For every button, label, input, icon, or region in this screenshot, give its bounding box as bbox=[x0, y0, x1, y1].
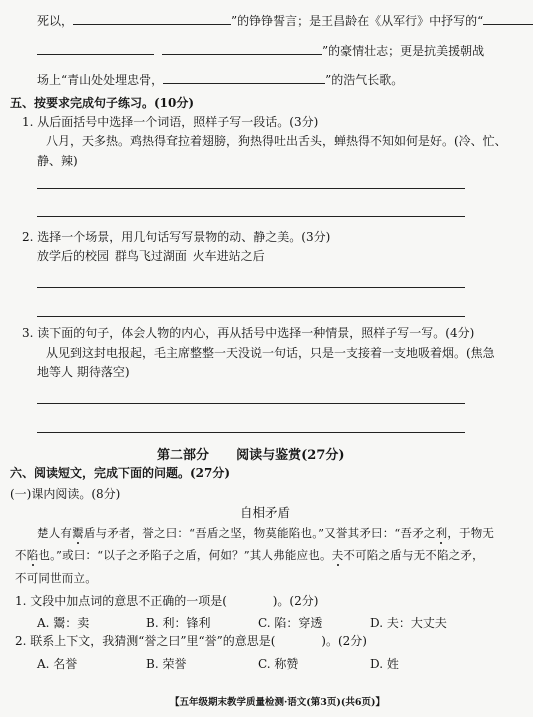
q6-2: 2. 联系上下文，我猜测“誉之曰”里“誉”的意思是( )。(2分) bbox=[15, 634, 367, 648]
dotted-word: 利 bbox=[435, 526, 448, 540]
q6-2-option-b[interactable]: B. 荣誉 bbox=[146, 657, 187, 671]
answer-line[interactable] bbox=[37, 316, 465, 317]
q6-1-option-b[interactable]: B. 利：锋利 bbox=[146, 616, 211, 630]
q6-1-option-c[interactable]: C. 陷：穿透 bbox=[258, 616, 323, 630]
answer-line[interactable] bbox=[37, 432, 465, 433]
q6-1-option-a[interactable]: A. 鬻：卖 bbox=[37, 616, 90, 630]
text: 盾与矛者，誉之曰：“吾盾之坚，物莫能陷也。”又誉其矛曰：“吾矛之 bbox=[83, 526, 436, 540]
answer-line[interactable] bbox=[37, 216, 465, 217]
text: 楚人有 bbox=[37, 526, 73, 540]
text: 不可陷之盾与无不陷之矛， bbox=[343, 548, 484, 562]
text: 不 bbox=[15, 548, 27, 562]
top-line-1 bbox=[37, 14, 533, 27]
page-footer: 【五年级期末教学质量检测·语文(第3页)(共6页)】 bbox=[170, 697, 386, 708]
story-line-1 bbox=[37, 528, 494, 540]
text: 也。”或曰：“以子之矛陷子之盾，何如？”其人弗能应也。 bbox=[38, 548, 332, 562]
q5-1-example-1: 八月，天多热。鸡热得耷拉着翅膀，狗热得吐出舌头，蝉热得不知如何是好。(冷、忙、 bbox=[46, 134, 507, 148]
q5-3: 3. 读下面的句子，体会人物的内心，再从括号中选择一种情景，照样子写一写。(4分) bbox=[22, 326, 475, 340]
q5-3-example-2: 地等人 期待落空) bbox=[37, 365, 130, 379]
q5-1-example-2: 静、辣) bbox=[37, 154, 78, 168]
part-2-title: 第二部分 阅读与鉴赏(27分) bbox=[157, 448, 345, 463]
dotted-word: 鬻 bbox=[72, 526, 84, 540]
q5-2: 2. 选择一个场景，用几句话写写景物的动、静之美。(3分) bbox=[22, 230, 331, 244]
dotted-word: 夫 bbox=[331, 548, 344, 562]
answer-blank[interactable] bbox=[162, 44, 322, 55]
text: ，于物无 bbox=[447, 526, 495, 540]
answer-blank[interactable] bbox=[37, 44, 154, 55]
text: ”的浩气长歌。 bbox=[325, 73, 404, 87]
top-line-2 bbox=[37, 44, 484, 57]
section-5-title: 五、按要求完成句子练习。(10分) bbox=[10, 96, 195, 110]
answer-blank[interactable] bbox=[483, 14, 533, 25]
top-line-3 bbox=[37, 73, 403, 86]
answer-line[interactable] bbox=[37, 188, 465, 189]
section-6-sub-1: (一)课内阅读。(8分) bbox=[10, 487, 121, 501]
q6-2-option-d[interactable]: D. 姓 bbox=[370, 657, 399, 671]
story-line-2 bbox=[15, 550, 484, 562]
answer-line[interactable] bbox=[37, 403, 465, 404]
q6-1: 1. 文段中加点词的意思不正确的一项是( )。(2分) bbox=[15, 594, 319, 608]
q5-1: 1. 从后面括号中选择一个词语，照样子写一段话。(3分) bbox=[22, 115, 319, 129]
answer-line[interactable] bbox=[37, 287, 465, 288]
q5-2-scenes: 放学后的校园 群鸟飞过湖面 火车进站之后 bbox=[37, 249, 265, 263]
q6-2-option-a[interactable]: A. 名誉 bbox=[37, 657, 78, 671]
dotted-word: 陷 bbox=[26, 548, 39, 562]
text: ”的豪情壮志；更是抗美援朝战 bbox=[322, 44, 485, 58]
text: ”的铮铮誓言；是王昌龄在《从军行》中抒写的“ bbox=[231, 14, 484, 28]
q5-3-example-1: 从见到这封电报起，毛主席整整一天没说一句话，只是一支接着一支地吸着烟。(焦急 bbox=[46, 346, 495, 360]
q6-1-option-d[interactable]: D. 夫：大丈夫 bbox=[370, 616, 447, 630]
text: 死以， bbox=[37, 14, 74, 28]
q6-2-option-c[interactable]: C. 称赞 bbox=[258, 657, 299, 671]
text: 场上“青山处处埋忠骨， bbox=[37, 73, 164, 87]
story-line-3: 不可同世而立。 bbox=[15, 571, 97, 585]
story-title: 自相矛盾 bbox=[240, 505, 291, 520]
answer-blank[interactable] bbox=[73, 14, 231, 25]
answer-blank[interactable] bbox=[163, 73, 325, 84]
section-6-title: 六、阅读短文，完成下面的问题。(27分) bbox=[10, 466, 231, 480]
